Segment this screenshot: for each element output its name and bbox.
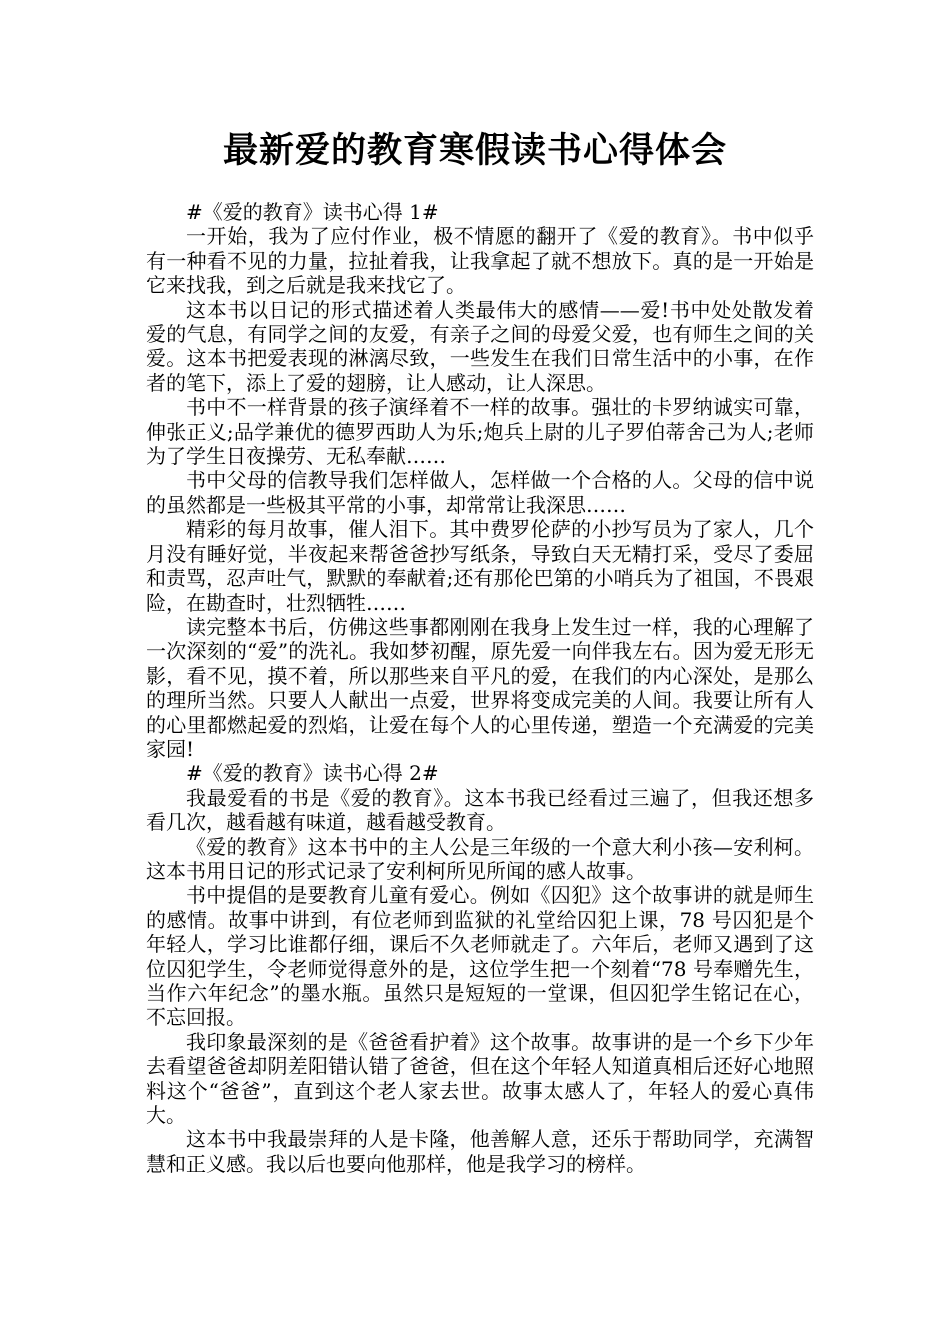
paragraph: 书中不一样背景的孩子演绎着不一样的故事。强壮的卡罗纳诚实可靠，伸张正义;品学兼优的德罗西助人为乐;炮兵上尉的儿子罗伯蒂舍己为人;老师为了学生日夜操劳、无私奉献…… bbox=[146, 395, 814, 469]
paragraph: 精彩的每月故事，催人泪下。其中费罗伦萨的小抄写员为了家人，几个月没有睡好觉，半夜起来帮爸爸抄写纸条，导致白天无精打采，受尽了委屈和责骂，忍声吐气，默默的奉献着;还有那伦巴第的小哨兵为了祖国，不畏艰险，在勘查时，壮烈牺牲…… bbox=[146, 517, 814, 615]
paragraph: 这本书中我最崇拜的人是卡隆，他善解人意，还乐于帮助同学，充满智慧和正义感。我以后也要向他那样，他是我学习的榜样。 bbox=[146, 1127, 814, 1176]
paragraph: 书中父母的信教导我们怎样做人，怎样做一个合格的人。父母的信中说的虽然都是一些极其平常的小事，却常常让我深思…… bbox=[146, 468, 814, 517]
paragraph: 《爱的教育》这本书中的主人公是三年级的一个意大利小孩—安利柯。这本书用日记的形式记录了安利柯所见所闻的感人故事。 bbox=[146, 834, 814, 883]
paragraph: 这本书以日记的形式描述着人类最伟大的感情——爱!书中处处散发着爱的气息，有同学之间的友爱，有亲子之间的母爱父爱，也有师生之间的关爱。这本书把爱表现的淋漓尽致，一些发生在我们日常生活中的小事，在作者的笔下，添上了爱的翅膀，让人感动，让人深思。 bbox=[146, 297, 814, 395]
paragraph: 我印象最深刻的是《爸爸看护着》这个故事。故事讲的是一个乡下少年去看望爸爸却阴差阳错认错了爸爸，但在这个年轻人知道真相后还好心地照料这个“爸爸”，直到这个老人家去世。故事太感人了，年轻人的爱心真伟大。 bbox=[146, 1029, 814, 1128]
paragraph: 我最爱看的书是《爱的教育》。这本书我已经看过三遍了，但我还想多看几次，越看越有味道，越看越受教育。 bbox=[146, 785, 814, 835]
section-heading-2: #《爱的教育》读书心得 2# bbox=[186, 761, 439, 786]
document-title: 最新爱的教育寒假读书心得体会 bbox=[222, 131, 727, 171]
paragraph: 书中提倡的是要教育儿童有爱心。例如《囚犯》这个故事讲的就是师生的感情。故事中讲到，有位老师到监狱的礼堂给囚犯上课，78 号囚犯是个年轻人，学习比谁都仔细，课后不久老师就走了。六年后，老师又遇到了这位囚犯学生，令老师觉得意外的是，这位学生把一个刻着“78 号奉赠先生，当作六年纪念”的墨水瓶。虽然只是短短的一堂课，但囚犯学生铭记在心，不忘回报。 bbox=[146, 883, 814, 1030]
paragraph: 读完整本书后，仿佛这些事都刚刚在我身上发生过一样，我的心理解了一次深刻的“爱”的洗礼。我如梦初醒，原先爱一向伴我左右。因为爱无形无影，看不见，摸不着，所以那些来自平凡的爱，在我们的内心深处，是那么的理所当然。只要人人献出一点爱，世界将变成完美的人间。我要让所有人的心里都燃起爱的烈焰，让爱在每个人的心里传递，塑造一个充满爱的完美家园! bbox=[146, 614, 814, 761]
paragraph: 一开始，我为了应付作业，极不情愿的翻开了《爱的教育》。书中似乎有一种看不见的力量，拉扯着我，让我拿起了就不想放下。真的是一开始是它来找我，到之后就是我来找它了。 bbox=[146, 224, 814, 298]
document-body bbox=[146, 200, 814, 1176]
section-heading-1: #《爱的教育》读书心得 1# bbox=[186, 200, 439, 224]
